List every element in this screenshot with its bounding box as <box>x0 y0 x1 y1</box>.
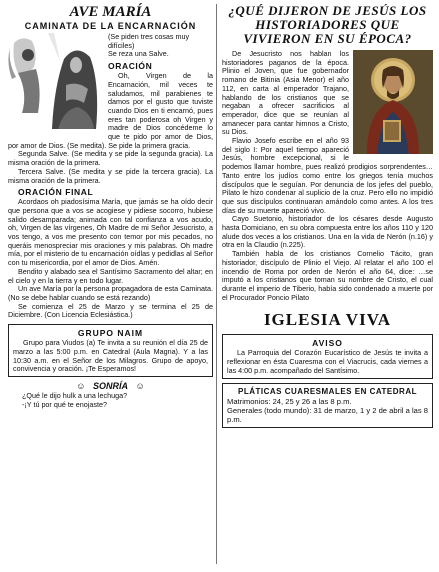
historiadores-p3: Cayo Suetonio, historiador de los césares desde Augusto hasta Domiciano, en su obra compuesta entre los años 110 y 120 alude dos veces a los cristianos. Una en la vida de Nerón (n.16) y otra en la Claudio (n.225). <box>222 214 433 250</box>
historiadores-p4: También habla de los cristianos Cornelio Tácito, gran historiador, discípulo de Plinio el Viejo. Al relatar el año 100 el incendio de Roma por orden de Nerón el año 64, dice: …se imputó a los cristianos que toman su nombre de Cristo, el cual durante el imperio de Tiberio, había sido condenado a muerte por el Procurador Poncio Pilato <box>222 249 433 302</box>
sonrisa-answer: -¡Y tú por qué te enojaste? <box>22 399 107 409</box>
historiadores-p2: Flavio Josefo escribe en el año 93 del siglo I: Por aquel tiempo apareció Jesús, hombre excepcional, si le podemos llamar hombre, pues realizó prodigios sorprendentes… Tanto entre los judíos como entre los griegos tenía muchos discípulos que le seguían. Por denuncia de los jefes del pueblo, Pilato le hizo condenar al suplicio de la cruz. Pero ello no impidió que sus discípulos continuaran amándolo como antes. A los tres días de su muerte apareció vivo. <box>222 136 433 215</box>
platicas-matrimonios: Matrimonios: 24, 25 y 26 a las 8 p.m. <box>227 396 352 406</box>
caminata-subtitle: CAMINATA DE LA ENCARNACIÓN <box>24 21 197 31</box>
segunda-salve: Segunda Salve. (Se medita y se pide la segunda gracia). La misma oración de la primera. <box>8 149 213 168</box>
tercera-salve: Tercera Salve. (Se medita y se pide la tercera gracia). La misma oración de la primera. <box>8 166 213 185</box>
platicas-box <box>222 383 433 428</box>
smiley-icon: ☺ <box>135 380 145 391</box>
sonrisa-heading <box>8 381 213 391</box>
sonrisa-question: ¿Qué le dijo hulk a una lechuga? <box>22 390 128 400</box>
sonrisa-label: SONRÍA <box>92 380 128 391</box>
grupo-naim-title: GRUPO NAIM <box>77 328 144 339</box>
iglesia-viva-title: IGLESIA VIVA <box>263 310 392 330</box>
oracion-heading: ORACIÓN <box>108 61 153 72</box>
ave-maria-title: AVE MARÍA <box>69 4 152 20</box>
historiadores-title: ¿QUÉ DIJERON DE JESÚS LOS HISTORIADORES QUE VIVIERON EN SU ÉPOCA? <box>228 3 427 46</box>
left-column <box>8 4 213 409</box>
virgin-mary-image <box>8 33 104 136</box>
aviso-title: AVISO <box>312 338 343 349</box>
platicas-title: PLÁTICAS CUARESMALES EN CATEDRAL <box>238 386 417 396</box>
column-divider <box>216 4 217 564</box>
smiley-icon: ☺ <box>76 380 86 391</box>
christ-icon-image <box>353 50 433 159</box>
historiadores-p1: De Jesucristo nos hablan los historiadores paganos de la época. Plinio el Joven, que fue gobernador romano de Bitinia (Asia Menor) el año 112, en carta al emperador Trajano, hablando de los cristianos que se negaban a ofrecer sacrificios al emperador, dice que se reunían al amanecer para cantar himnos a Cristo, su Dios. <box>222 49 349 137</box>
grupo-naim-box <box>8 324 213 377</box>
propagadora-text: Un ave María por la persona propagadora de esta Caminata. (No se debe hablar cuando se está rezando) <box>8 284 213 302</box>
oracion-final-text: Acordaos oh piadosísima María, que jamás se ha oído decir que persona que a vos se acogiese y pidiese socorro, hubiese salido desamparada; animada con tal confianza a vos acudo, oh, Virgen de las vírgenes, Oh Madre de mi Señor Jesucristo, a vos tengo, a vos me presento con temor por mis pecados, no queráis menospreciar mis oraciones y mis palabras. Oh madre mía, por el misterio de tu encarnación oídlas y pedidlas al Señor con tu misericordia, por el amor de Dios. Amén. <box>8 197 213 268</box>
grupo-naim-text: Grupo para Viudos (a) Te invita a su reunión el día 25 de marzo a las 5:00 p.m. en Catedral (Aula Magna). Y a las 10:30 a.m. en el Señor de los Milagros. Grupo de apoyo, convivencia y oración. ¡Te Esperamos! <box>13 338 208 374</box>
bendito-text: Bendito y alabado sea el Santísimo Sacramento del altar; en el cielo y en la tierra y en todo lugar. <box>8 266 213 285</box>
comienza-text: Se comienza el 25 de Marzo y se termina el 25 de Diciembre. (Con Licencia Eclesiástica.) <box>8 301 213 320</box>
intro-note: (Se piden tres cosas muy difíciles) <box>108 32 190 50</box>
right-column <box>222 4 433 428</box>
platicas-generales: Generales (todo mundo): 31 de marzo, 1 y 2 de abril a las 8 p.m. <box>227 405 428 425</box>
oracion-final-heading: ORACIÓN FINAL <box>18 187 94 198</box>
intro-salve: Se reza una Salve. <box>108 49 169 59</box>
oracion-text: Oh, Virgen de la Encarnación, mil veces te saludamos, mil parabienes te damos por el gusto que tuviste cuando Dios en ti encarnó, pues eres tan poderosa oh Virgen y madre de Dios concédeme lo que te pido por amor de Dios, por amor de Dios. (Se medita). Se pide la primera gracia. <box>8 71 213 150</box>
aviso-text: La Parroquia del Corazón Eucarístico de Jesús te invita a reflexionar en ésta Cuaresma con el Viacrucis, cada viernes a las 4:00 p.m. acompañado del Santísimo. <box>227 348 428 375</box>
aviso-box <box>222 334 433 378</box>
